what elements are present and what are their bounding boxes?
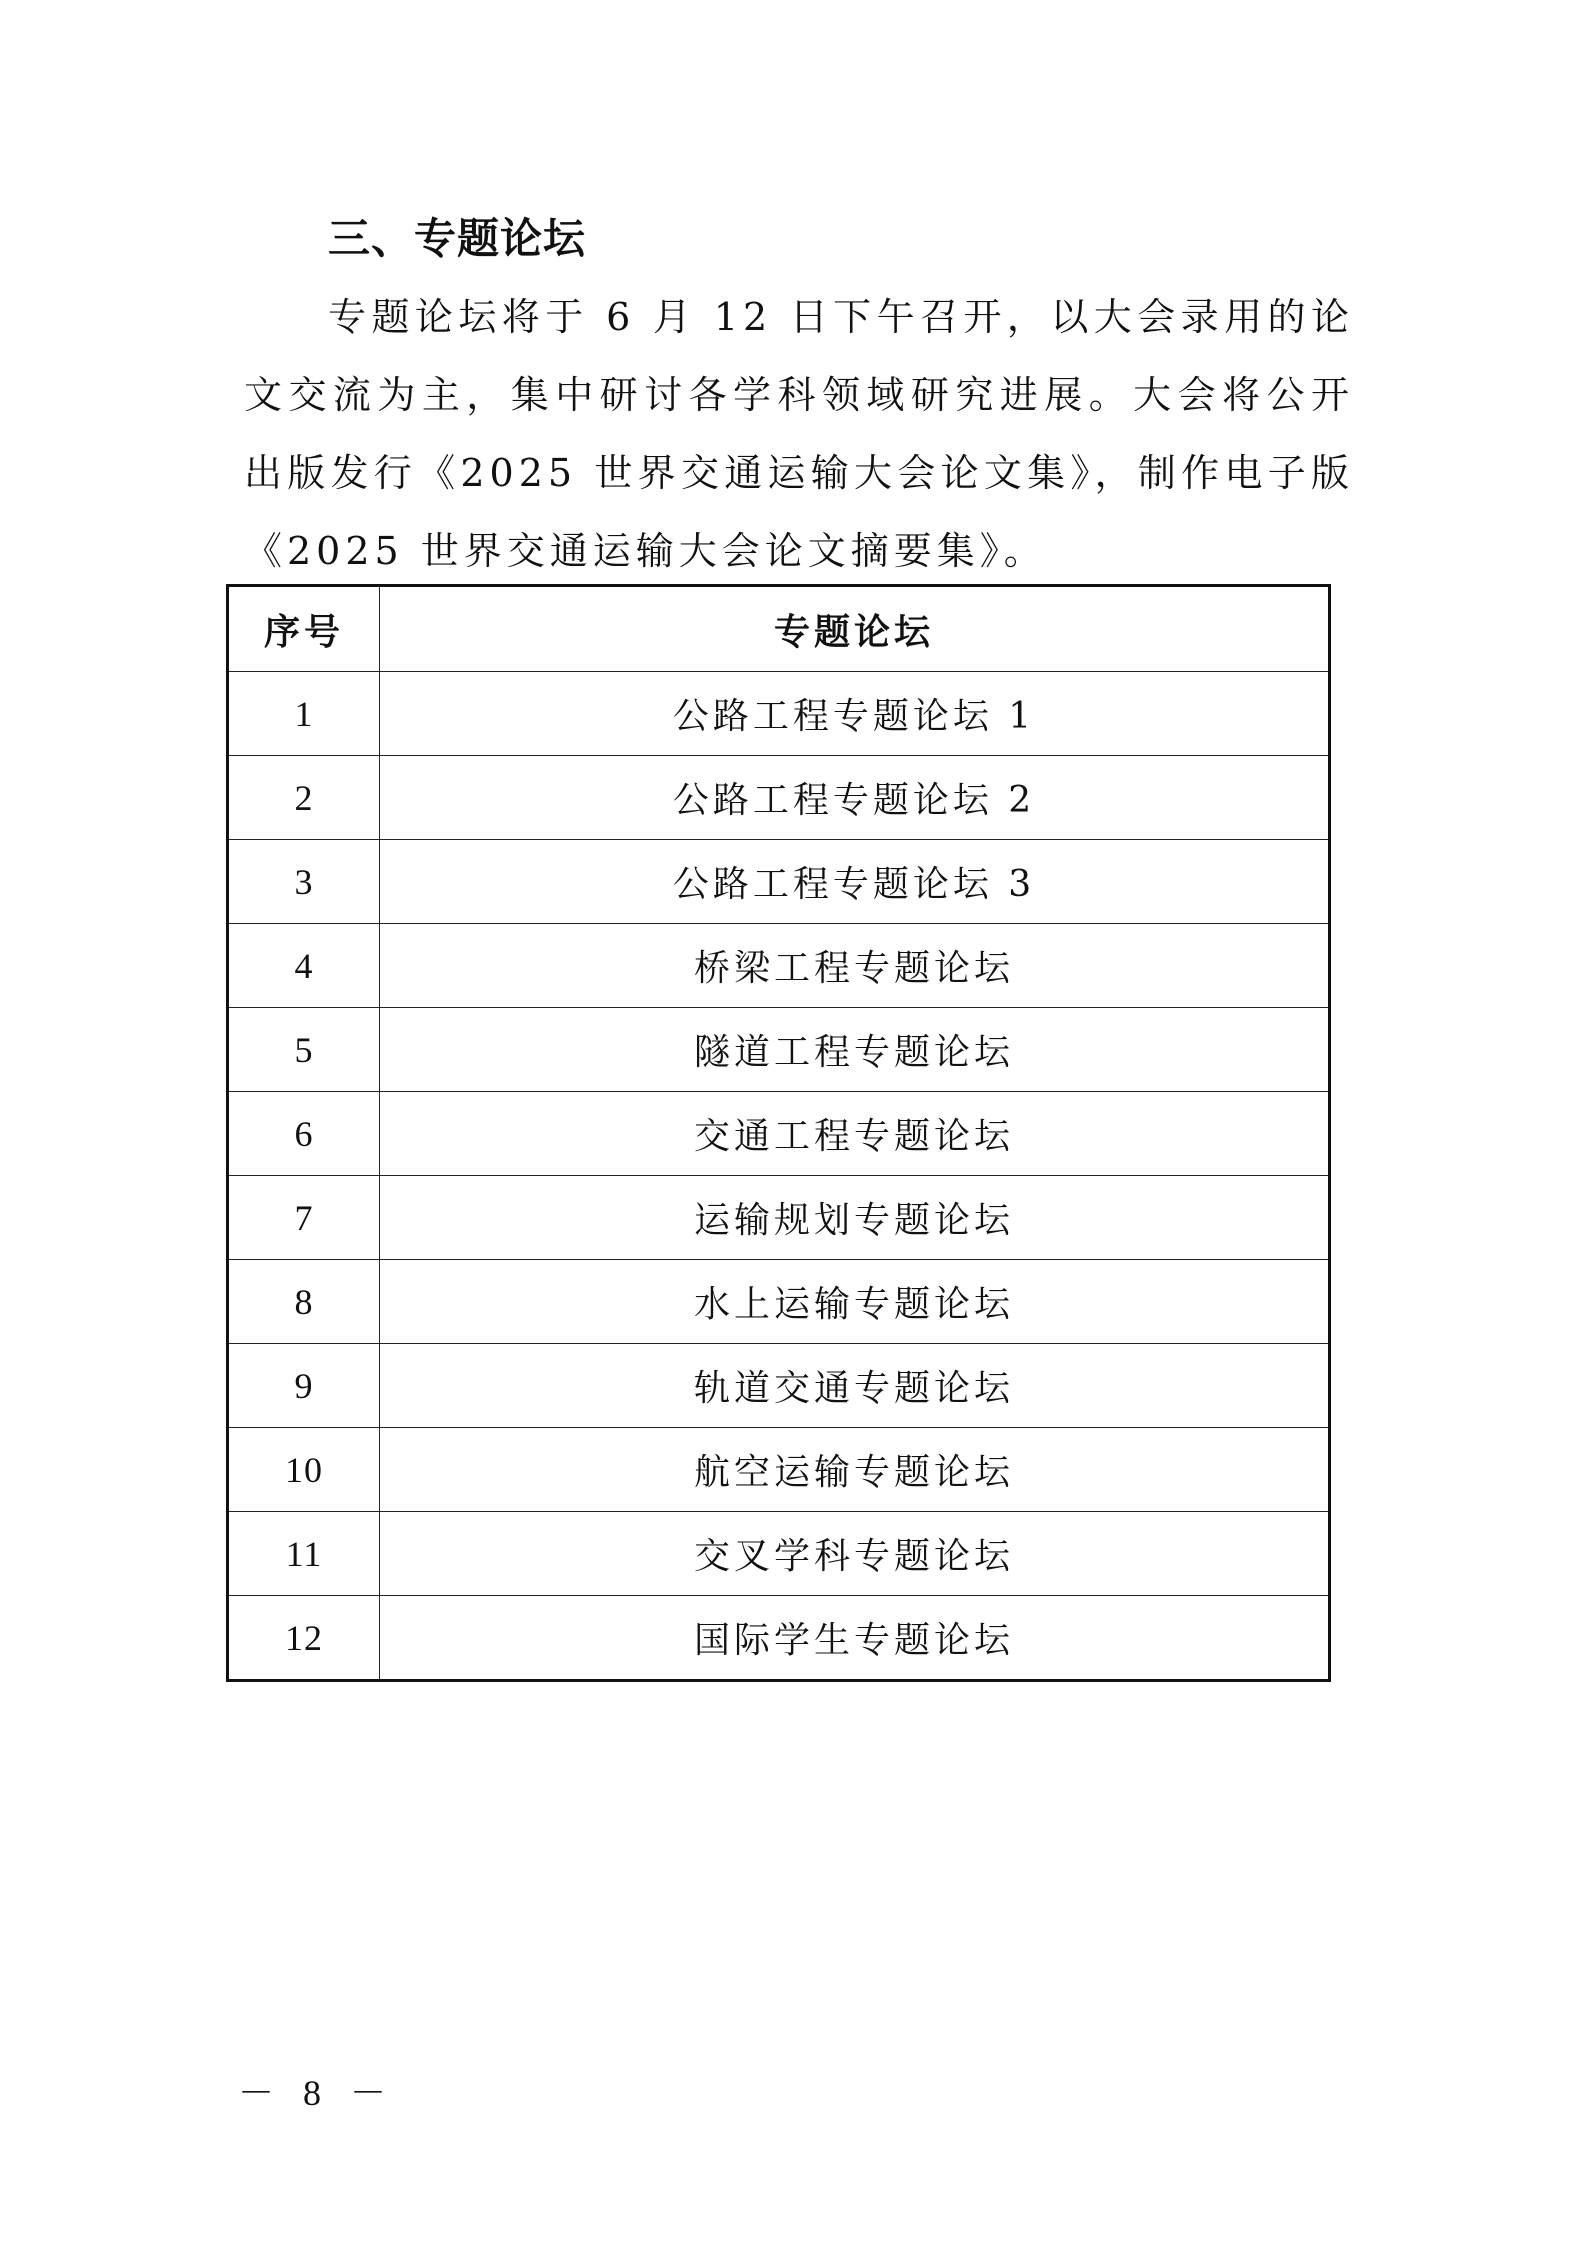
row-forum: 隧道工程专题论坛 xyxy=(380,1008,1330,1092)
table-row xyxy=(228,1428,1330,1512)
row-number: 10 xyxy=(228,1428,380,1512)
row-forum: 水上运输专题论坛 xyxy=(380,1260,1330,1344)
table-row xyxy=(228,1008,1330,1092)
row-number: 5 xyxy=(228,1008,380,1092)
table-row xyxy=(228,1176,1330,1260)
header-no: 序号 xyxy=(228,586,380,672)
header-forum: 专题论坛 xyxy=(380,586,1330,672)
row-number: 7 xyxy=(228,1176,380,1260)
section-paragraph: 专题论坛将于 6 月 12 日下午召开，以大会录用的论文交流为主，集中研讨各学科领域研究进展。大会将公开出版发行《2025 世界交通运输大会论文集》，制作电子版《2025 世界交通运输大会论文摘要集》。 xyxy=(244,295,1354,573)
row-number: 4 xyxy=(228,924,380,1008)
table-row xyxy=(228,1344,1330,1428)
table-row xyxy=(228,756,1330,840)
row-number: 12 xyxy=(228,1596,380,1681)
row-forum: 桥梁工程专题论坛 xyxy=(380,924,1330,1008)
row-forum: 国际学生专题论坛 xyxy=(380,1596,1330,1681)
row-forum: 公路工程专题论坛 1 xyxy=(380,672,1330,756)
table-header-row xyxy=(228,586,1330,672)
row-number: 3 xyxy=(228,840,380,924)
row-forum: 运输规划专题论坛 xyxy=(380,1176,1330,1260)
row-forum: 航空运输专题论坛 xyxy=(380,1428,1330,1512)
table-row xyxy=(228,1596,1330,1681)
row-number: 11 xyxy=(228,1512,380,1596)
row-forum: 公路工程专题论坛 3 xyxy=(380,840,1330,924)
row-number: 1 xyxy=(228,672,380,756)
table-row xyxy=(228,924,1330,1008)
row-forum: 公路工程专题论坛 2 xyxy=(380,756,1330,840)
row-number: 9 xyxy=(228,1344,380,1428)
table-row xyxy=(228,840,1330,924)
table-row xyxy=(228,1092,1330,1176)
row-forum: 轨道交通专题论坛 xyxy=(380,1344,1330,1428)
table-row xyxy=(228,1260,1330,1344)
forum-table xyxy=(226,584,1331,1682)
row-number: 8 xyxy=(228,1260,380,1344)
row-forum: 交叉学科专题论坛 xyxy=(380,1512,1330,1596)
row-number: 2 xyxy=(228,756,380,840)
row-number: 6 xyxy=(228,1092,380,1176)
page-number: － 8 － xyxy=(238,2073,397,2113)
row-forum: 交通工程专题论坛 xyxy=(380,1092,1330,1176)
table-row xyxy=(228,672,1330,756)
table-row xyxy=(228,1512,1330,1596)
section-heading: 三、专题论坛 xyxy=(328,214,587,263)
